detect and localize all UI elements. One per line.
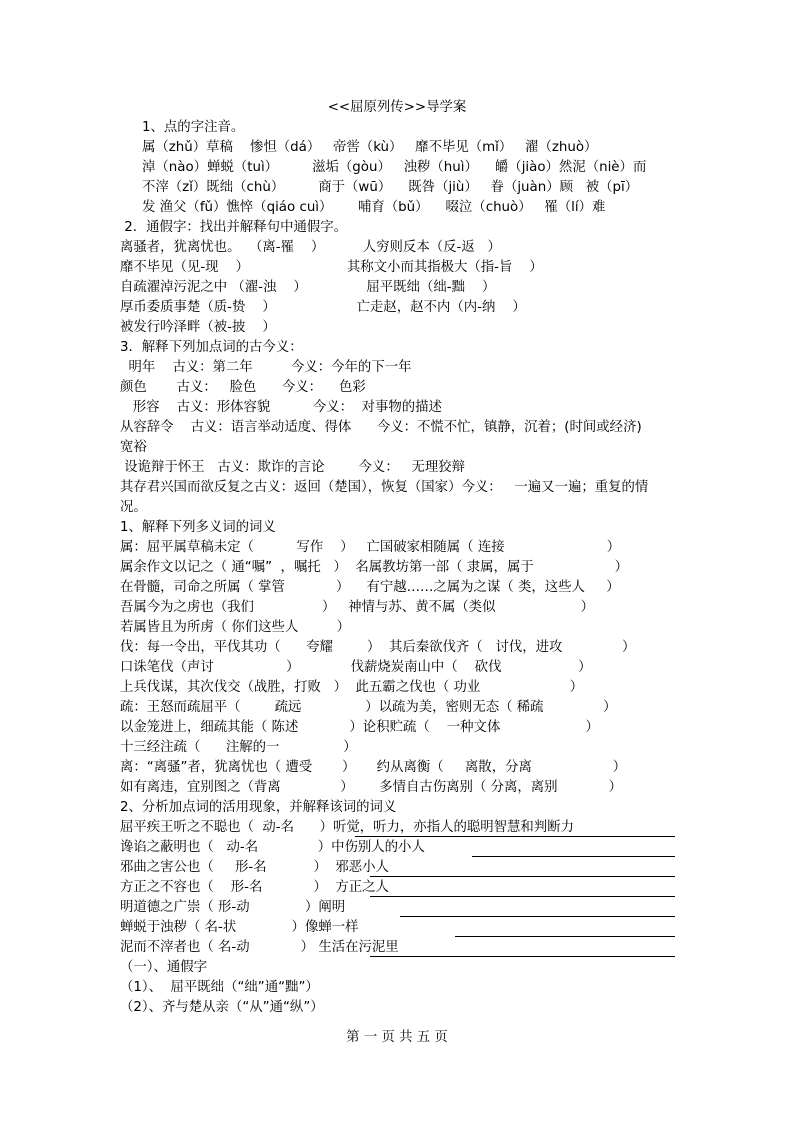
text-line: 方正之不容也（ 形-名 ） 方正之人	[120, 880, 389, 895]
answer-underline	[355, 836, 675, 837]
text-line: 发 渔父（fǔ）憔悴（qiáo cuì） 哺育（bǔ） 啜泣（chuò） 罹（lí）难	[142, 200, 606, 215]
text-line: 若属皆且为所虏（ 你们这些人 ）	[120, 620, 351, 635]
text-line: 以金笼进上，细疏其能（ 陈述 ）论积贮疏（ 一种文体 ）	[120, 720, 599, 735]
section-heading: 2、分析加点词的活用现象，并解释该词的词义	[120, 800, 397, 815]
text-line: 在骨髓，司命之所属（ 掌管 ） 有宁越……之属为之谋（ 类，这些人 ）	[120, 580, 620, 595]
text-line: 明年 古义：第二年 今义：今年的下一年	[120, 360, 412, 375]
text-line: 从容辞令 古义：语言举动适度、得体 今义：不慌不忙，镇静，沉着；(时间或经济)	[120, 420, 642, 435]
text-line: 如有离违，宜别图之（背离 ） 多情自古伤离别（ 分离，离别 ）	[120, 780, 623, 795]
section-heading: 1、解释下列多义词的词义	[120, 520, 276, 535]
text-line: 被发行吟泽畔（被-披 ）	[120, 320, 276, 335]
answer-underline	[370, 896, 675, 897]
text-line: 离：“离骚”者，犹离忧也（ 遭受 ） 约从离衡（ 离散，分离 ）	[120, 760, 627, 775]
text-line: 属：屈平属草稿未定（ 写作 ） 亡国破家相随属（ 连接 ）	[120, 540, 621, 555]
answer-underline	[400, 916, 675, 917]
text-line: 伐：每一令出，平伐其功（ 夸耀 ） 其后秦欲伐齐（ 讨伐，进攻 ）	[120, 640, 636, 655]
document-title: <<屈原列传>>导学案	[327, 100, 467, 115]
text-line: 其存君兴国而欲反复之古义：返回（楚国），恢复（国家）今义： 一遍又一遍；重复的情	[120, 480, 649, 495]
text-line: 上兵伐谋，其次伐交（战胜，打败 ） 此五霸之伐也（ 功业 ）	[120, 680, 584, 695]
text-line: 蝉蜕于浊秽（ 名-状 ）像蝉一样	[120, 920, 359, 935]
text-line: 口诛笔伐（声讨 ） 伐薪烧炭南山中（ 砍伐 ）	[120, 660, 592, 675]
text-line: 吾属今为之虏也（我们 ） 神情与苏、黄不属（类似 ）	[120, 600, 594, 615]
section-heading: 2．通假字：找出并解释句中通假字。	[120, 220, 348, 235]
text-line: 颜色 古义： 脸色 今义： 色彩	[120, 380, 366, 395]
text-line: 厚币委质事楚（质-贽 ） 亡走赵，赵不内（内-纳 ）	[120, 300, 526, 315]
page-footer: 第 一 页 共 五 页	[346, 1030, 448, 1045]
answer-underline	[455, 936, 675, 937]
text-line: 邪曲之害公也（ 形-名 ） 邪恶小人	[120, 860, 389, 875]
text-line: 况。	[120, 500, 147, 515]
text-line: 屈平疾王听之不聪也（ 动-名 ）听觉，听力，亦指人的聪明智慧和判断力	[120, 820, 574, 835]
answer-underline	[370, 956, 675, 957]
text-line: （1）、 屈平既绌（“绌”通“黜”）	[120, 980, 319, 995]
text-line: 不滓（zǐ）既绌（chù） 商于（wū） 既咎（jiù） 眷（juàn）顾 被（pī）	[142, 180, 639, 195]
text-line: 十三经注疏（ 注解的一 ）	[120, 740, 357, 755]
text-line: 靡不毕见（见-现 ） 其称文小而其指极大（指-旨 ）	[120, 260, 543, 275]
text-line: 淖（nào）蝉蜕（tuì） 滋垢（gòu） 浊秽（huì） 皭（jiào）然泥（niè）而	[142, 160, 647, 175]
text-line: 属（zhǔ）草稿 惨怛（dá） 帝喾（kù） 靡不毕见（mǐ） 濯（zhuò）	[142, 140, 598, 155]
section-heading: 1、点的字注音。	[142, 120, 245, 135]
text-line: 谗谄之蔽明也（ 动-名 ）中伤别人的小人	[120, 840, 425, 855]
answer-underline	[370, 876, 675, 877]
text-line: （2）、齐与楚从亲（“从”通“纵”）	[120, 1000, 324, 1015]
section-heading: （一）、通假字	[120, 960, 208, 975]
text-line: 疏：王怒而疏屈平（ 疏远 ）以疏为美，密则无态（ 稀疏 ）	[120, 700, 617, 715]
text-line: 宽裕	[120, 440, 147, 455]
section-heading: 3．解释下列加点词的古今义：	[120, 340, 303, 355]
text-line: 属余作文以记之（ 通“嘱” ，嘱托 ） 名属教坊第一部（ 隶属，属于 ）	[120, 560, 628, 575]
answer-underline	[472, 856, 675, 857]
text-line: 泥而不滓者也（ 名-动 ） 生活在污泥里	[120, 940, 399, 955]
text-line: 明道德之广崇（ 形-动 ）阐明	[120, 900, 346, 915]
text-line: 离骚者，犹离忧也。 （离-罹 ） 人穷则反本（反-返 ）	[120, 240, 501, 255]
text-line: 设诡辩于怀王 古义：欺诈的言论 今义： 无理狡辩	[120, 460, 466, 475]
text-line: 形容 古义：形体容貌 今义： 对事物的描述	[120, 400, 442, 415]
text-line: 自疏濯淖污泥之中 （濯-浊 ） 屈平既绌（绌-黜 ）	[120, 280, 496, 295]
